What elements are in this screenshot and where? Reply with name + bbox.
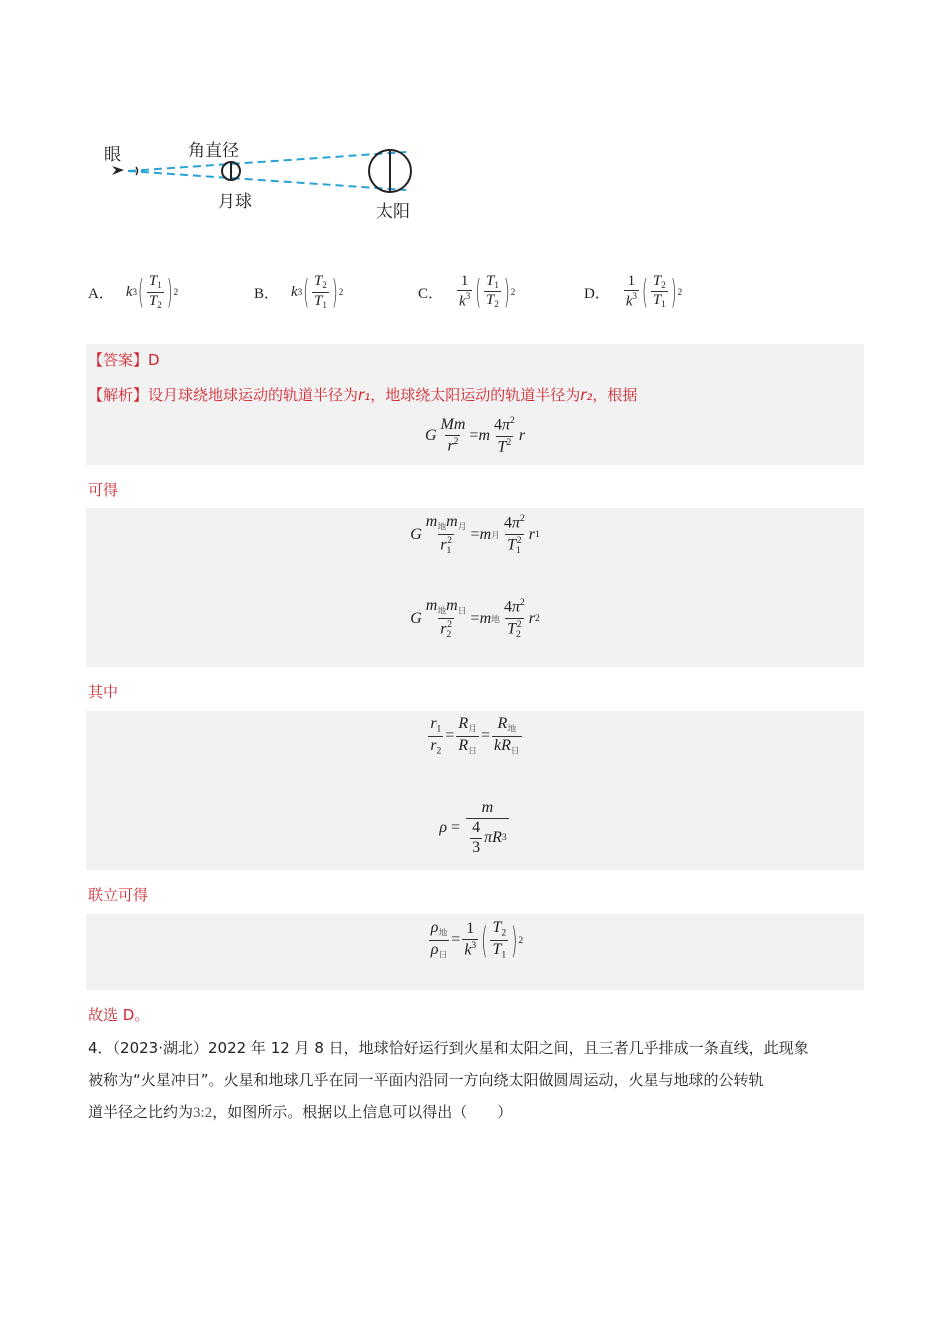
question-4-line-3a: 道半径之比约为	[88, 1103, 194, 1121]
orbit-ratio: 3:2	[193, 1105, 213, 1121]
sun-label: 太阳	[376, 202, 410, 222]
option-letter: C．	[418, 285, 444, 302]
question-4	[88, 1032, 868, 1129]
option-letter: A．	[88, 285, 114, 302]
kede-label: 可得	[88, 481, 119, 499]
r2-symbol: r₂	[580, 386, 593, 404]
eye-icon	[112, 166, 124, 175]
lower-sight-line	[128, 171, 406, 190]
angle-arc	[136, 167, 138, 175]
option-d[interactable]	[584, 262, 682, 322]
question-4-line-1: 4．（2023·湖北）2022 年 12 月 8 日，地球恰好运行到火星和太阳之间，且三者几乎排成一条直线，此现象	[88, 1039, 809, 1057]
moon-label: 月球	[218, 192, 252, 212]
option-letter: D．	[584, 285, 610, 302]
option-c[interactable]	[418, 262, 515, 322]
question-4-line-3b: ，如图所示。根据以上信息可以得出（ ）	[212, 1103, 513, 1121]
angle-label: 角直径	[188, 141, 239, 161]
r1-symbol: r₁	[358, 386, 371, 404]
analysis-text: 设月球绕地球运动的轨道半径为	[148, 386, 359, 404]
analysis-tag: 【解析】	[88, 386, 149, 404]
option-b-formula: k 3 ( $\frac{T_2}{T_1}$ ) 2	[291, 272, 344, 312]
analysis-mid: ，地球绕太阳运动的轨道半径为	[370, 386, 581, 404]
answer-value: D	[148, 351, 160, 369]
option-letter: B．	[254, 285, 280, 302]
conclusion-line: 故选 D。	[88, 1006, 150, 1024]
equation-density-ratio: $\frac{\rho_地}{\rho_日}$ = $\frac{1}{k^3}$ ( $\frac{T_2}{T_1}$ ) 2	[430, 919, 524, 962]
option-a[interactable]	[88, 262, 178, 322]
answer-tag: 【答案】	[88, 351, 149, 369]
option-c-formula: $\frac{1}{k^3}$ ( $\frac{T_1}{T_2}$ ) 2	[459, 272, 516, 312]
upper-sight-line	[128, 152, 406, 171]
equation-density: ρ = m $\frac{4}{3}$ πR 3	[439, 799, 507, 856]
qizhong-label: 其中	[88, 683, 119, 701]
option-a-formula: k 3 ( $\frac{T_1}{T_2}$ ) 2	[125, 272, 179, 312]
question-4-line-2: 被称为“火星冲日”。火星和地球几乎在同一平面内沿同一方向绕太阳做圆周运动，火星与地球的公转轨	[88, 1071, 764, 1089]
analysis-end: ，根据	[592, 386, 638, 404]
question-4-line-3	[88, 1096, 868, 1129]
eye-label: 眼	[104, 145, 121, 165]
angular-diameter-figure	[98, 132, 428, 227]
option-b[interactable]	[254, 262, 343, 322]
equation-gravitation: G $\frac{Mm}{r^2}$ = m $\frac{4\pi^2}{T^2}$ r	[424, 415, 526, 456]
equation-radius-ratio: $\frac{r_1}{r_2}$ = $\frac{R_月}{R_日}$ = $\frac{R_地}{kR_日}$	[430, 715, 520, 757]
equation-moon-orbit: G $\frac{m_地m_月}{r_1^2}$ = m 月 $\frac{4\pi^2}{T_1^2}$ r 1	[410, 513, 540, 556]
answer-line	[88, 349, 160, 370]
equation-earth-orbit: G $\frac{m_地m_日}{r_2^2}$ = m 地 $\frac{4\pi^2}{T_2^2}$ r 2	[410, 597, 540, 640]
lianli-label: 联立可得	[88, 886, 149, 904]
option-d-formula: $\frac{1}{k^3}$ ( $\frac{T_2}{T_1}$ ) 2	[625, 272, 683, 312]
analysis-line	[88, 384, 637, 405]
